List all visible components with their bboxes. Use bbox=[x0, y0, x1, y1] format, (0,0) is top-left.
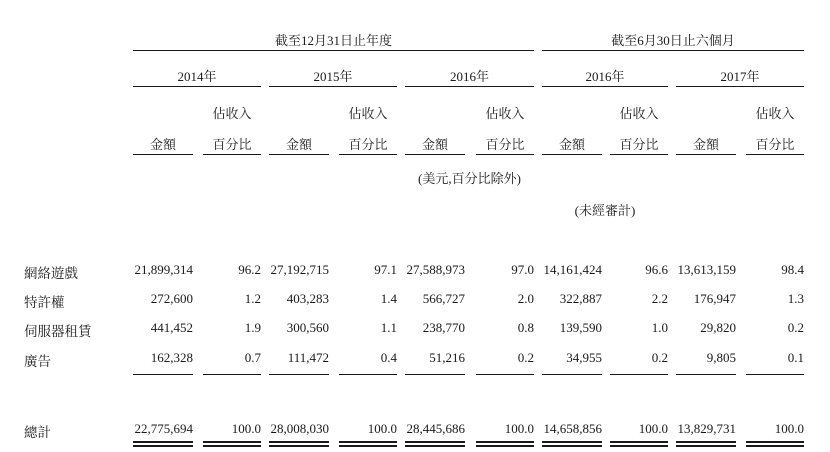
pct-header-line1-2014: 佔收入 bbox=[212, 106, 252, 121]
row-label-online-games: 網絡遊戲 bbox=[24, 266, 78, 281]
total-double-rule-bottom-amount-2016 bbox=[405, 445, 465, 447]
total-2015-pct: 100.0 bbox=[367, 421, 397, 436]
cell-licensing-2017h1-amount: 176,947 bbox=[693, 291, 736, 306]
pct-header-line2-2014: 百分比 bbox=[212, 137, 252, 152]
subcol-rule-pct-2016-six-month bbox=[610, 154, 668, 155]
total-double-rule-bottom-pct-2017 bbox=[746, 445, 804, 447]
cell-server-rental-2017h1-amount: 29,820 bbox=[700, 320, 736, 335]
total-double-rule-bottom-pct-2016 bbox=[476, 445, 534, 447]
pct-header-line1-2016: 佔收入 bbox=[485, 106, 525, 121]
subcol-rule-amount-2015 bbox=[269, 154, 329, 155]
total-2016-pct: 100.0 bbox=[504, 421, 534, 436]
total-2017h1-pct: 100.0 bbox=[774, 421, 804, 436]
total-double-rule-bottom-pct-2015 bbox=[339, 445, 397, 447]
total-double-rule-bottom-amount-2017 bbox=[676, 445, 736, 447]
header-six-month-rule bbox=[542, 50, 804, 51]
cell-online-games-2016-pct: 97.0 bbox=[511, 262, 534, 277]
subtotal-rule-pct-2016 bbox=[476, 374, 534, 375]
subcol-rule-amount-2014 bbox=[133, 154, 193, 155]
total-double-rule-top-amount-2017 bbox=[676, 441, 736, 443]
cell-server-rental-2017h1-pct: 0.2 bbox=[787, 320, 804, 335]
subtotal-rule-pct-2016-six-month bbox=[610, 374, 668, 375]
year-rule-2016-six-month bbox=[542, 86, 668, 87]
subtotal-rule-amount-2015 bbox=[269, 374, 329, 375]
cell-advertising-2017h1-pct: 0.1 bbox=[787, 350, 804, 365]
pct-header-line1-2015: 佔收入 bbox=[348, 106, 388, 121]
subcol-rule-amount-2017 bbox=[676, 154, 736, 155]
cell-advertising-2017h1-amount: 9,805 bbox=[706, 350, 736, 365]
cell-online-games-2016h1-pct: 96.6 bbox=[645, 262, 668, 277]
cell-advertising-2016h1-amount: 34,955 bbox=[566, 350, 602, 365]
pct-header-line2-2016-six-month: 百分比 bbox=[619, 137, 659, 152]
cell-advertising-2016h1-pct: 0.2 bbox=[651, 350, 668, 365]
subcol-rule-amount-2016 bbox=[405, 154, 465, 155]
row-label-licensing: 特許權 bbox=[24, 295, 65, 310]
subtotal-rule-pct-2014 bbox=[203, 374, 261, 375]
cell-licensing-2016h1-pct: 2.2 bbox=[651, 291, 668, 306]
row-label-total: 總計 bbox=[24, 425, 51, 440]
total-double-rule-top-pct-2016 bbox=[476, 441, 534, 443]
total-double-rule-bottom-pct-2016-six-month bbox=[610, 445, 668, 447]
pct-header-line2-2015: 百分比 bbox=[348, 137, 388, 152]
total-double-rule-top-pct-2016-six-month bbox=[610, 441, 668, 443]
pct-header-line1-2016-six-month: 佔收入 bbox=[619, 106, 659, 121]
cell-server-rental-2016h1-amount: 139,590 bbox=[559, 320, 602, 335]
unaudited-note: (未經審計) bbox=[574, 203, 636, 218]
year-header-2016: 2016年 bbox=[449, 69, 489, 84]
amount-header-2015: 金額 bbox=[285, 137, 312, 152]
cell-licensing-2015-pct: 1.4 bbox=[380, 291, 397, 306]
cell-online-games-2014-pct: 96.2 bbox=[238, 262, 261, 277]
total-double-rule-top-amount-2016-six-month bbox=[542, 441, 602, 443]
cell-server-rental-2015-amount: 300,560 bbox=[286, 320, 329, 335]
cell-advertising-2014-amount: 162,328 bbox=[150, 350, 193, 365]
total-double-rule-top-pct-2014 bbox=[203, 441, 261, 443]
subcol-rule-pct-2016 bbox=[476, 154, 534, 155]
unit-note: (美元,百分比除外) bbox=[418, 171, 521, 186]
total-double-rule-top-amount-2015 bbox=[269, 441, 329, 443]
cell-server-rental-2014-amount: 441,452 bbox=[150, 320, 193, 335]
amount-header-2017: 金額 bbox=[692, 137, 719, 152]
year-rule-2014 bbox=[133, 86, 261, 87]
year-header-2017: 2017年 bbox=[720, 69, 760, 84]
header-full-year: 截至12月31日止年度 bbox=[274, 33, 392, 48]
cell-server-rental-2015-pct: 1.1 bbox=[380, 320, 397, 335]
subcol-rule-pct-2014 bbox=[203, 154, 261, 155]
subtotal-rule-amount-2014 bbox=[133, 374, 193, 375]
total-double-rule-top-pct-2017 bbox=[746, 441, 804, 443]
subtotal-rule-pct-2015 bbox=[339, 374, 397, 375]
cell-server-rental-2016h1-pct: 1.0 bbox=[651, 320, 668, 335]
subcol-rule-pct-2017 bbox=[746, 154, 804, 155]
year-rule-2015 bbox=[269, 86, 397, 87]
amount-header-2014: 金額 bbox=[149, 137, 176, 152]
cell-advertising-2014-pct: 0.7 bbox=[244, 350, 261, 365]
total-double-rule-top-pct-2015 bbox=[339, 441, 397, 443]
cell-online-games-2016-amount: 27,588,973 bbox=[406, 262, 465, 277]
total-2015-amount: 28,008,030 bbox=[270, 421, 329, 436]
total-2017h1-amount: 13,829,731 bbox=[677, 421, 736, 436]
row-label-advertising: 廣告 bbox=[24, 354, 51, 369]
cell-online-games-2017h1-amount: 13,613,159 bbox=[677, 262, 736, 277]
subcol-rule-amount-2016-six-month bbox=[542, 154, 602, 155]
total-2016h1-pct: 100.0 bbox=[638, 421, 668, 436]
cell-server-rental-2016-amount: 238,770 bbox=[422, 320, 465, 335]
year-header-2015: 2015年 bbox=[313, 69, 353, 84]
subtotal-rule-amount-2017 bbox=[676, 374, 736, 375]
pct-header-line1-2017: 佔收入 bbox=[755, 106, 795, 121]
amount-header-2016: 金額 bbox=[421, 137, 448, 152]
cell-licensing-2017h1-pct: 1.3 bbox=[787, 291, 804, 306]
pct-header-line2-2017: 百分比 bbox=[755, 137, 795, 152]
cell-online-games-2016h1-amount: 14,161,424 bbox=[543, 262, 602, 277]
total-2014-pct: 100.0 bbox=[231, 421, 261, 436]
total-2016h1-amount: 14,658,856 bbox=[543, 421, 602, 436]
total-double-rule-bottom-amount-2015 bbox=[269, 445, 329, 447]
cell-advertising-2015-amount: 111,472 bbox=[287, 350, 329, 365]
row-label-server-rental: 伺服器租賃 bbox=[24, 324, 92, 339]
cell-licensing-2016h1-amount: 322,887 bbox=[559, 291, 602, 306]
subtotal-rule-amount-2016-six-month bbox=[542, 374, 602, 375]
header-full-year-rule bbox=[133, 50, 534, 51]
amount-header-2016-six-month: 金額 bbox=[558, 137, 585, 152]
subtotal-rule-amount-2016 bbox=[405, 374, 465, 375]
cell-licensing-2014-amount: 272,600 bbox=[150, 291, 193, 306]
cell-advertising-2016-amount: 51,216 bbox=[429, 350, 465, 365]
total-double-rule-top-amount-2016 bbox=[405, 441, 465, 443]
pct-header-line2-2016: 百分比 bbox=[485, 137, 525, 152]
cell-online-games-2015-amount: 27,192,715 bbox=[270, 262, 329, 277]
total-double-rule-bottom-pct-2014 bbox=[203, 445, 261, 447]
cell-server-rental-2016-pct: 0.8 bbox=[517, 320, 534, 335]
subcol-rule-pct-2015 bbox=[339, 154, 397, 155]
cell-online-games-2014-amount: 21,899,314 bbox=[134, 262, 193, 277]
cell-licensing-2014-pct: 1.2 bbox=[244, 291, 261, 306]
total-double-rule-bottom-amount-2014 bbox=[133, 445, 193, 447]
year-header-2014: 2014年 bbox=[177, 69, 217, 84]
total-double-rule-top-amount-2014 bbox=[133, 441, 193, 443]
cell-licensing-2016-amount: 566,727 bbox=[422, 291, 465, 306]
total-double-rule-bottom-amount-2016-six-month bbox=[542, 445, 602, 447]
cell-licensing-2015-amount: 403,283 bbox=[286, 291, 329, 306]
cell-licensing-2016-pct: 2.0 bbox=[517, 291, 534, 306]
year-rule-2017 bbox=[676, 86, 804, 87]
year-header-2016-six-month: 2016年 bbox=[585, 69, 625, 84]
total-2016-amount: 28,445,686 bbox=[406, 421, 465, 436]
subtotal-rule-pct-2017 bbox=[746, 374, 804, 375]
cell-advertising-2015-pct: 0.4 bbox=[380, 350, 397, 365]
header-six-month: 截至6月30日止六個月 bbox=[611, 33, 735, 48]
cell-server-rental-2014-pct: 1.9 bbox=[244, 320, 261, 335]
total-2014-amount: 22,775,694 bbox=[134, 421, 193, 436]
cell-online-games-2015-pct: 97.1 bbox=[374, 262, 397, 277]
cell-advertising-2016-pct: 0.2 bbox=[517, 350, 534, 365]
cell-online-games-2017h1-pct: 98.4 bbox=[781, 262, 804, 277]
year-rule-2016 bbox=[405, 86, 534, 87]
